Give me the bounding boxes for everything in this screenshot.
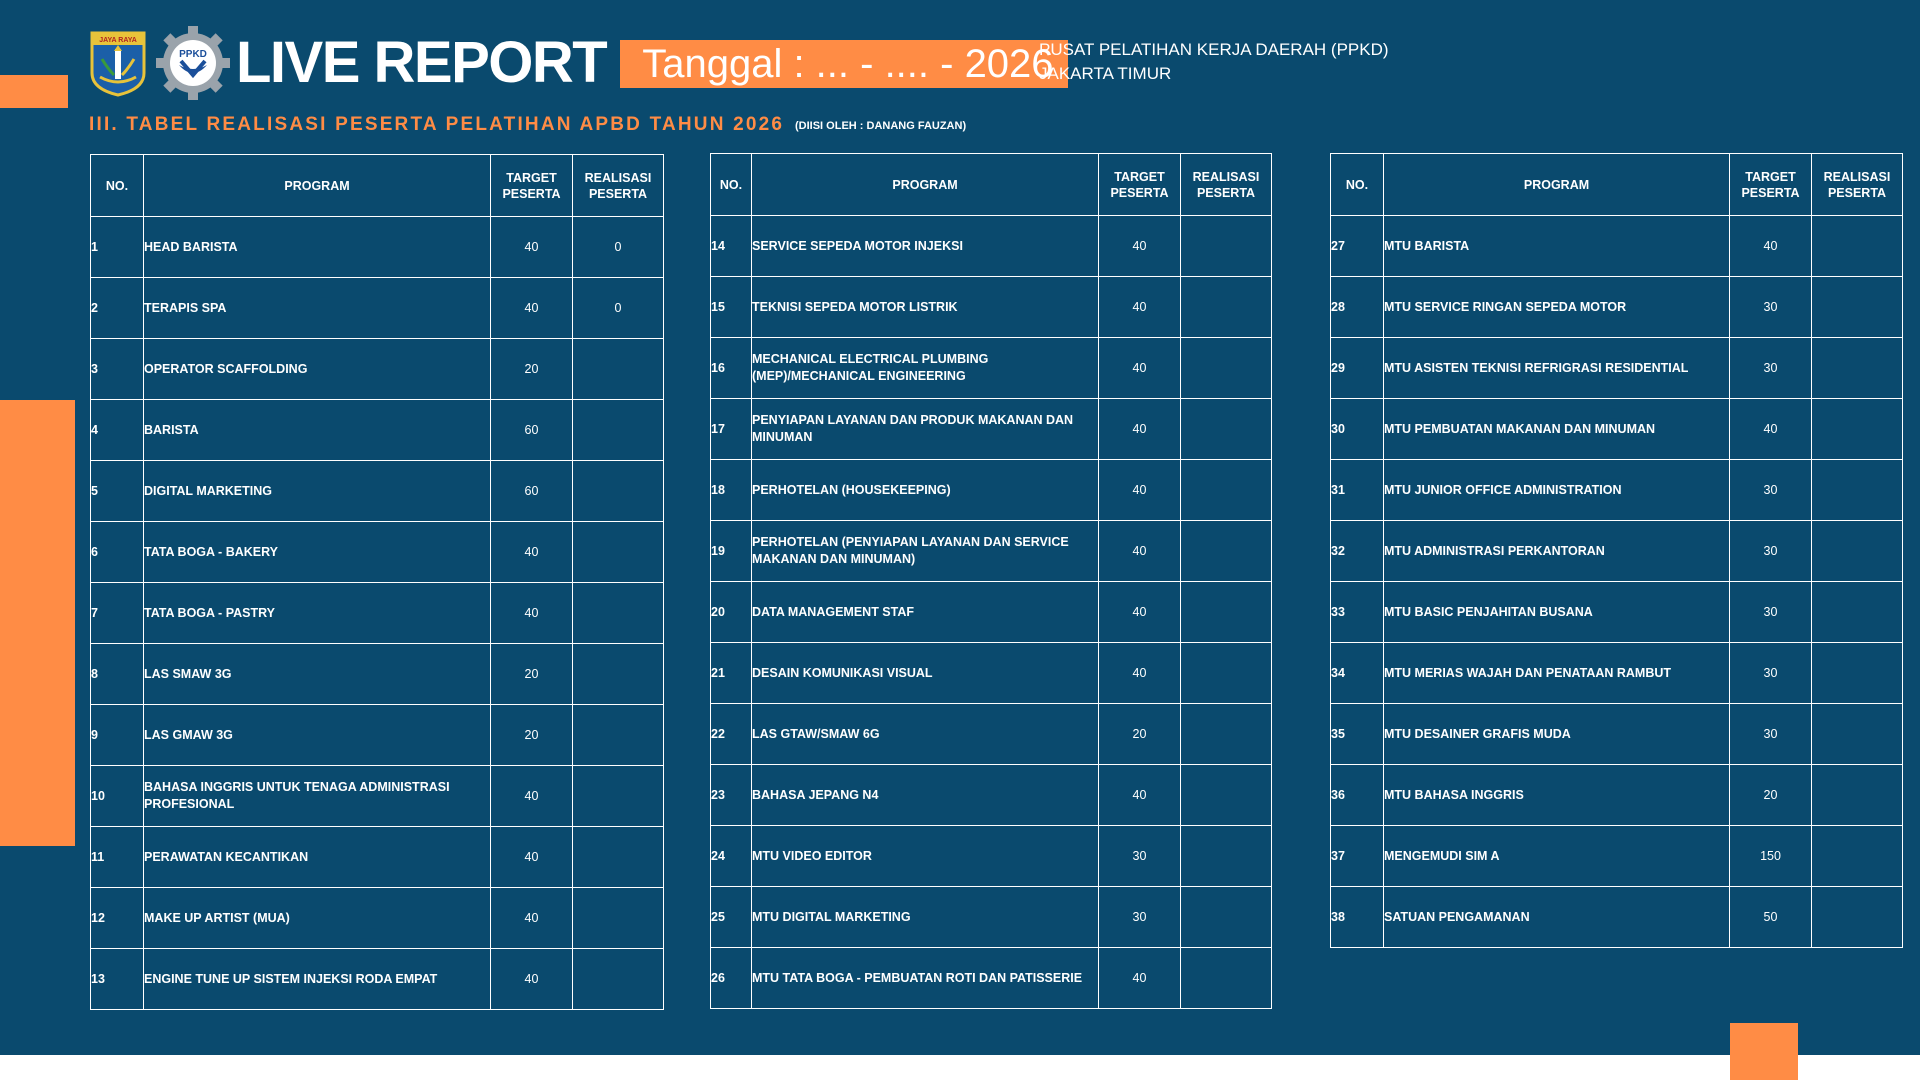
- cell-program: MTU BAHASA INGGRIS: [1384, 765, 1730, 826]
- realisasi-table-3: [1330, 153, 1903, 948]
- cell-target: 30: [1099, 826, 1181, 887]
- cell-program: MTU MERIAS WAJAH DAN PENATAAN RAMBUT: [1384, 643, 1730, 704]
- header-target: TARGET PESERTA: [1730, 154, 1812, 216]
- cell-program: HEAD BARISTA: [144, 217, 491, 278]
- cell-program: PERHOTELAN (PENYIAPAN LAYANAN DAN SERVICE MAKANAN DAN MINUMAN): [752, 521, 1099, 582]
- header-realisasi: REALISASI PESERTA: [1812, 154, 1903, 216]
- table-row: [1331, 521, 1903, 582]
- cell-realisasi: [1812, 643, 1903, 704]
- cell-target: 40: [491, 217, 573, 278]
- cell-target: 40: [1099, 643, 1181, 704]
- cell-target: 20: [491, 644, 573, 705]
- cell-target: 40: [1099, 460, 1181, 521]
- cell-target: 20: [1730, 765, 1812, 826]
- cell-realisasi: 0: [573, 217, 664, 278]
- cell-no: 19: [711, 521, 752, 582]
- gear-text: PPKD: [179, 49, 207, 60]
- cell-program: MTU DIGITAL MARKETING: [752, 887, 1099, 948]
- table-row: [1331, 460, 1903, 521]
- cell-realisasi: 0: [573, 278, 664, 339]
- cell-realisasi: [573, 522, 664, 583]
- cell-no: 32: [1331, 521, 1384, 582]
- table-row: [91, 644, 664, 705]
- cell-program: MTU VIDEO EDITOR: [752, 826, 1099, 887]
- cell-target: 40: [1099, 277, 1181, 338]
- header-target: TARGET PESERTA: [1099, 154, 1181, 216]
- table-row: [1331, 643, 1903, 704]
- org-line-1: PUSAT PELATIHAN KERJA DAERAH (PPKD): [1039, 40, 1389, 59]
- table-row: [711, 216, 1272, 277]
- cell-target: 40: [1099, 338, 1181, 399]
- table-row: [1331, 277, 1903, 338]
- cell-no: 21: [711, 643, 752, 704]
- cell-program: PERAWATAN KECANTIKAN: [144, 827, 491, 888]
- ppkd-gear-logo: [156, 26, 230, 100]
- cell-realisasi: [1181, 826, 1272, 887]
- cell-no: 25: [711, 887, 752, 948]
- cell-no: 24: [711, 826, 752, 887]
- org-line-2: JAKARTA TIMUR: [1039, 64, 1172, 83]
- header-program: PROGRAM: [1384, 154, 1730, 216]
- accent-bar-top-left: [0, 75, 68, 108]
- table-row: [711, 399, 1272, 460]
- cell-program: LAS GMAW 3G: [144, 705, 491, 766]
- page-title: LIVE REPORT: [236, 30, 607, 95]
- section-note: (DIISI OLEH : DANANG FAUZAN): [795, 120, 967, 132]
- cell-no: 5: [91, 461, 144, 522]
- table-row: [711, 338, 1272, 399]
- cell-target: 20: [491, 705, 573, 766]
- cell-no: 15: [711, 277, 752, 338]
- cell-no: 36: [1331, 765, 1384, 826]
- cell-realisasi: [573, 766, 664, 827]
- cell-realisasi: [573, 644, 664, 705]
- cell-no: 3: [91, 339, 144, 400]
- table-row: [711, 277, 1272, 338]
- cell-realisasi: [1812, 887, 1903, 948]
- cell-no: 4: [91, 400, 144, 461]
- cell-program: MTU ADMINISTRASI PERKANTORAN: [1384, 521, 1730, 582]
- cell-no: 20: [711, 582, 752, 643]
- table-row: [91, 705, 664, 766]
- table-row: [91, 461, 664, 522]
- cell-realisasi: [573, 888, 664, 949]
- cell-target: 40: [491, 827, 573, 888]
- cell-no: 13: [91, 949, 144, 1010]
- cell-program: OPERATOR SCAFFOLDING: [144, 339, 491, 400]
- cell-program: MTU BARISTA: [1384, 216, 1730, 277]
- table-row: [1331, 216, 1903, 277]
- cell-program: ENGINE TUNE UP SISTEM INJEKSI RODA EMPAT: [144, 949, 491, 1010]
- section-title: III. TABEL REALISASI PESERTA PELATIHAN APBD TAHUN 2026: [89, 114, 785, 135]
- table-row: [1331, 704, 1903, 765]
- table-row: [711, 460, 1272, 521]
- cell-realisasi: [573, 583, 664, 644]
- cell-target: 60: [491, 400, 573, 461]
- cell-target: 40: [491, 583, 573, 644]
- cell-program: TERAPIS SPA: [144, 278, 491, 339]
- cell-no: 34: [1331, 643, 1384, 704]
- cell-no: 22: [711, 704, 752, 765]
- cell-realisasi: [1812, 216, 1903, 277]
- cell-target: 50: [1730, 887, 1812, 948]
- table-row: [1331, 399, 1903, 460]
- cell-target: 30: [1730, 460, 1812, 521]
- cell-target: 40: [1099, 216, 1181, 277]
- table-row: [711, 582, 1272, 643]
- header-realisasi: REALISASI PESERTA: [573, 155, 664, 217]
- cell-realisasi: [1812, 521, 1903, 582]
- cell-realisasi: [573, 400, 664, 461]
- table-row: [711, 826, 1272, 887]
- cell-program: BAHASA JEPANG N4: [752, 765, 1099, 826]
- cell-program: MTU SERVICE RINGAN SEPEDA MOTOR: [1384, 277, 1730, 338]
- cell-program: DIGITAL MARKETING: [144, 461, 491, 522]
- header-no: NO.: [711, 154, 752, 216]
- crest-text: JAYA RAYA: [99, 37, 137, 44]
- accent-bar-bottom: [1730, 1023, 1798, 1080]
- table-row: [711, 704, 1272, 765]
- cell-target: 40: [491, 766, 573, 827]
- date-label: Tanggal : ... - .... - 2026: [620, 40, 1067, 88]
- header-target: TARGET PESERTA: [491, 155, 573, 217]
- table-header-row: [91, 155, 664, 217]
- cell-target: 60: [491, 461, 573, 522]
- cell-realisasi: [573, 827, 664, 888]
- table-row: [711, 765, 1272, 826]
- header-program: PROGRAM: [144, 155, 491, 217]
- table-row: [1331, 765, 1903, 826]
- cell-realisasi: [1181, 887, 1272, 948]
- table-header-row: [1331, 154, 1903, 216]
- table-row: [1331, 338, 1903, 399]
- cell-no: 37: [1331, 826, 1384, 887]
- cell-program: PENYIAPAN LAYANAN DAN PRODUK MAKANAN DAN MINUMAN: [752, 399, 1099, 460]
- cell-realisasi: [573, 949, 664, 1010]
- cell-no: 33: [1331, 582, 1384, 643]
- cell-no: 31: [1331, 460, 1384, 521]
- cell-realisasi: [1812, 765, 1903, 826]
- cell-program: BAHASA INGGRIS UNTUK TENAGA ADMINISTRASI PROFESIONAL: [144, 766, 491, 827]
- cell-realisasi: [1181, 399, 1272, 460]
- cell-realisasi: [1181, 521, 1272, 582]
- cell-no: 10: [91, 766, 144, 827]
- cell-program: SATUAN PENGAMANAN: [1384, 887, 1730, 948]
- cell-realisasi: [1812, 460, 1903, 521]
- cell-realisasi: [1812, 826, 1903, 887]
- cell-program: TEKNISI SEPEDA MOTOR LISTRIK: [752, 277, 1099, 338]
- cell-no: 23: [711, 765, 752, 826]
- cell-program: MECHANICAL ELECTRICAL PLUMBING (MEP)/MECHANICAL ENGINEERING: [752, 338, 1099, 399]
- cell-no: 27: [1331, 216, 1384, 277]
- cell-realisasi: [1181, 277, 1272, 338]
- cell-no: 11: [91, 827, 144, 888]
- table-row: [91, 217, 664, 278]
- cell-no: 12: [91, 888, 144, 949]
- cell-realisasi: [1812, 582, 1903, 643]
- table-row: [1331, 887, 1903, 948]
- table-row: [711, 521, 1272, 582]
- cell-target: 40: [491, 888, 573, 949]
- cell-no: 8: [91, 644, 144, 705]
- cell-target: 40: [491, 949, 573, 1010]
- cell-program: SERVICE SEPEDA MOTOR INJEKSI: [752, 216, 1099, 277]
- cell-target: 150: [1730, 826, 1812, 887]
- table-row: [91, 522, 664, 583]
- table-row: [91, 339, 664, 400]
- cell-no: 16: [711, 338, 752, 399]
- cell-no: 26: [711, 948, 752, 1009]
- cell-realisasi: [573, 339, 664, 400]
- table-row: [91, 766, 664, 827]
- cell-target: 40: [1730, 216, 1812, 277]
- cell-program: MTU TATA BOGA - PEMBUATAN ROTI DAN PATISSERIE: [752, 948, 1099, 1009]
- cell-program: TATA BOGA - BAKERY: [144, 522, 491, 583]
- cell-realisasi: [1181, 948, 1272, 1009]
- cell-no: 7: [91, 583, 144, 644]
- cell-program: BARISTA: [144, 400, 491, 461]
- table-row: [711, 887, 1272, 948]
- cell-realisasi: [1181, 216, 1272, 277]
- cell-target: 40: [1730, 399, 1812, 460]
- cell-realisasi: [573, 461, 664, 522]
- table-row: [711, 643, 1272, 704]
- cell-target: 20: [491, 339, 573, 400]
- jakarta-crest-logo: [88, 29, 148, 97]
- cell-target: 40: [491, 278, 573, 339]
- table-row: [91, 888, 664, 949]
- cell-program: MTU JUNIOR OFFICE ADMINISTRATION: [1384, 460, 1730, 521]
- cell-realisasi: [1181, 643, 1272, 704]
- cell-no: 1: [91, 217, 144, 278]
- cell-target: 30: [1730, 643, 1812, 704]
- header-program: PROGRAM: [752, 154, 1099, 216]
- table-row: [91, 949, 664, 1010]
- header-no: NO.: [1331, 154, 1384, 216]
- cell-realisasi: [1812, 338, 1903, 399]
- table-row: [711, 948, 1272, 1009]
- cell-target: 40: [1099, 948, 1181, 1009]
- cell-target: 30: [1730, 582, 1812, 643]
- cell-target: 40: [1099, 521, 1181, 582]
- cell-realisasi: [1181, 765, 1272, 826]
- cell-program: DATA MANAGEMENT STAF: [752, 582, 1099, 643]
- table-row: [91, 827, 664, 888]
- cell-target: 30: [1730, 704, 1812, 765]
- cell-realisasi: [1181, 338, 1272, 399]
- cell-no: 38: [1331, 887, 1384, 948]
- table-row: [91, 278, 664, 339]
- cell-target: 40: [1099, 399, 1181, 460]
- cell-realisasi: [1181, 460, 1272, 521]
- cell-target: 40: [1099, 582, 1181, 643]
- cell-target: 40: [491, 522, 573, 583]
- realisasi-table-2: [710, 153, 1272, 1009]
- table-row: [1331, 582, 1903, 643]
- table-row: [91, 583, 664, 644]
- cell-realisasi: [573, 705, 664, 766]
- cell-no: 29: [1331, 338, 1384, 399]
- cell-realisasi: [1181, 704, 1272, 765]
- header: [88, 28, 1068, 98]
- table-row: [91, 400, 664, 461]
- table-row: [1331, 826, 1903, 887]
- header-realisasi: REALISASI PESERTA: [1181, 154, 1272, 216]
- cell-program: MTU PEMBUATAN MAKANAN DAN MINUMAN: [1384, 399, 1730, 460]
- cell-realisasi: [1181, 582, 1272, 643]
- cell-target: 30: [1730, 277, 1812, 338]
- cell-target: 30: [1730, 521, 1812, 582]
- cell-realisasi: [1812, 704, 1903, 765]
- header-no: NO.: [91, 155, 144, 217]
- cell-program: MAKE UP ARTIST (MUA): [144, 888, 491, 949]
- cell-no: 6: [91, 522, 144, 583]
- realisasi-table-1: [90, 154, 664, 1010]
- cell-program: TATA BOGA - PASTRY: [144, 583, 491, 644]
- cell-program: PERHOTELAN (HOUSEKEEPING): [752, 460, 1099, 521]
- cell-no: 28: [1331, 277, 1384, 338]
- cell-no: 9: [91, 705, 144, 766]
- cell-realisasi: [1812, 399, 1903, 460]
- cell-no: 2: [91, 278, 144, 339]
- cell-program: MTU BASIC PENJAHITAN BUSANA: [1384, 582, 1730, 643]
- cell-program: LAS SMAW 3G: [144, 644, 491, 705]
- organization-name: [1039, 38, 1389, 86]
- cell-program: MENGEMUDI SIM A: [1384, 826, 1730, 887]
- cell-program: DESAIN KOMUNIKASI VISUAL: [752, 643, 1099, 704]
- accent-bar-left: [0, 400, 75, 846]
- cell-target: 30: [1730, 338, 1812, 399]
- cell-realisasi: [1812, 277, 1903, 338]
- cell-target: 20: [1099, 704, 1181, 765]
- cell-program: MTU ASISTEN TEKNISI REFRIGRASI RESIDENTIAL: [1384, 338, 1730, 399]
- cell-no: 18: [711, 460, 752, 521]
- cell-target: 30: [1099, 887, 1181, 948]
- cell-program: MTU DESAINER GRAFIS MUDA: [1384, 704, 1730, 765]
- cell-no: 17: [711, 399, 752, 460]
- cell-no: 30: [1331, 399, 1384, 460]
- cell-program: LAS GTAW/SMAW 6G: [752, 704, 1099, 765]
- cell-target: 40: [1099, 765, 1181, 826]
- cell-no: 14: [711, 216, 752, 277]
- cell-no: 35: [1331, 704, 1384, 765]
- table-header-row: [711, 154, 1272, 216]
